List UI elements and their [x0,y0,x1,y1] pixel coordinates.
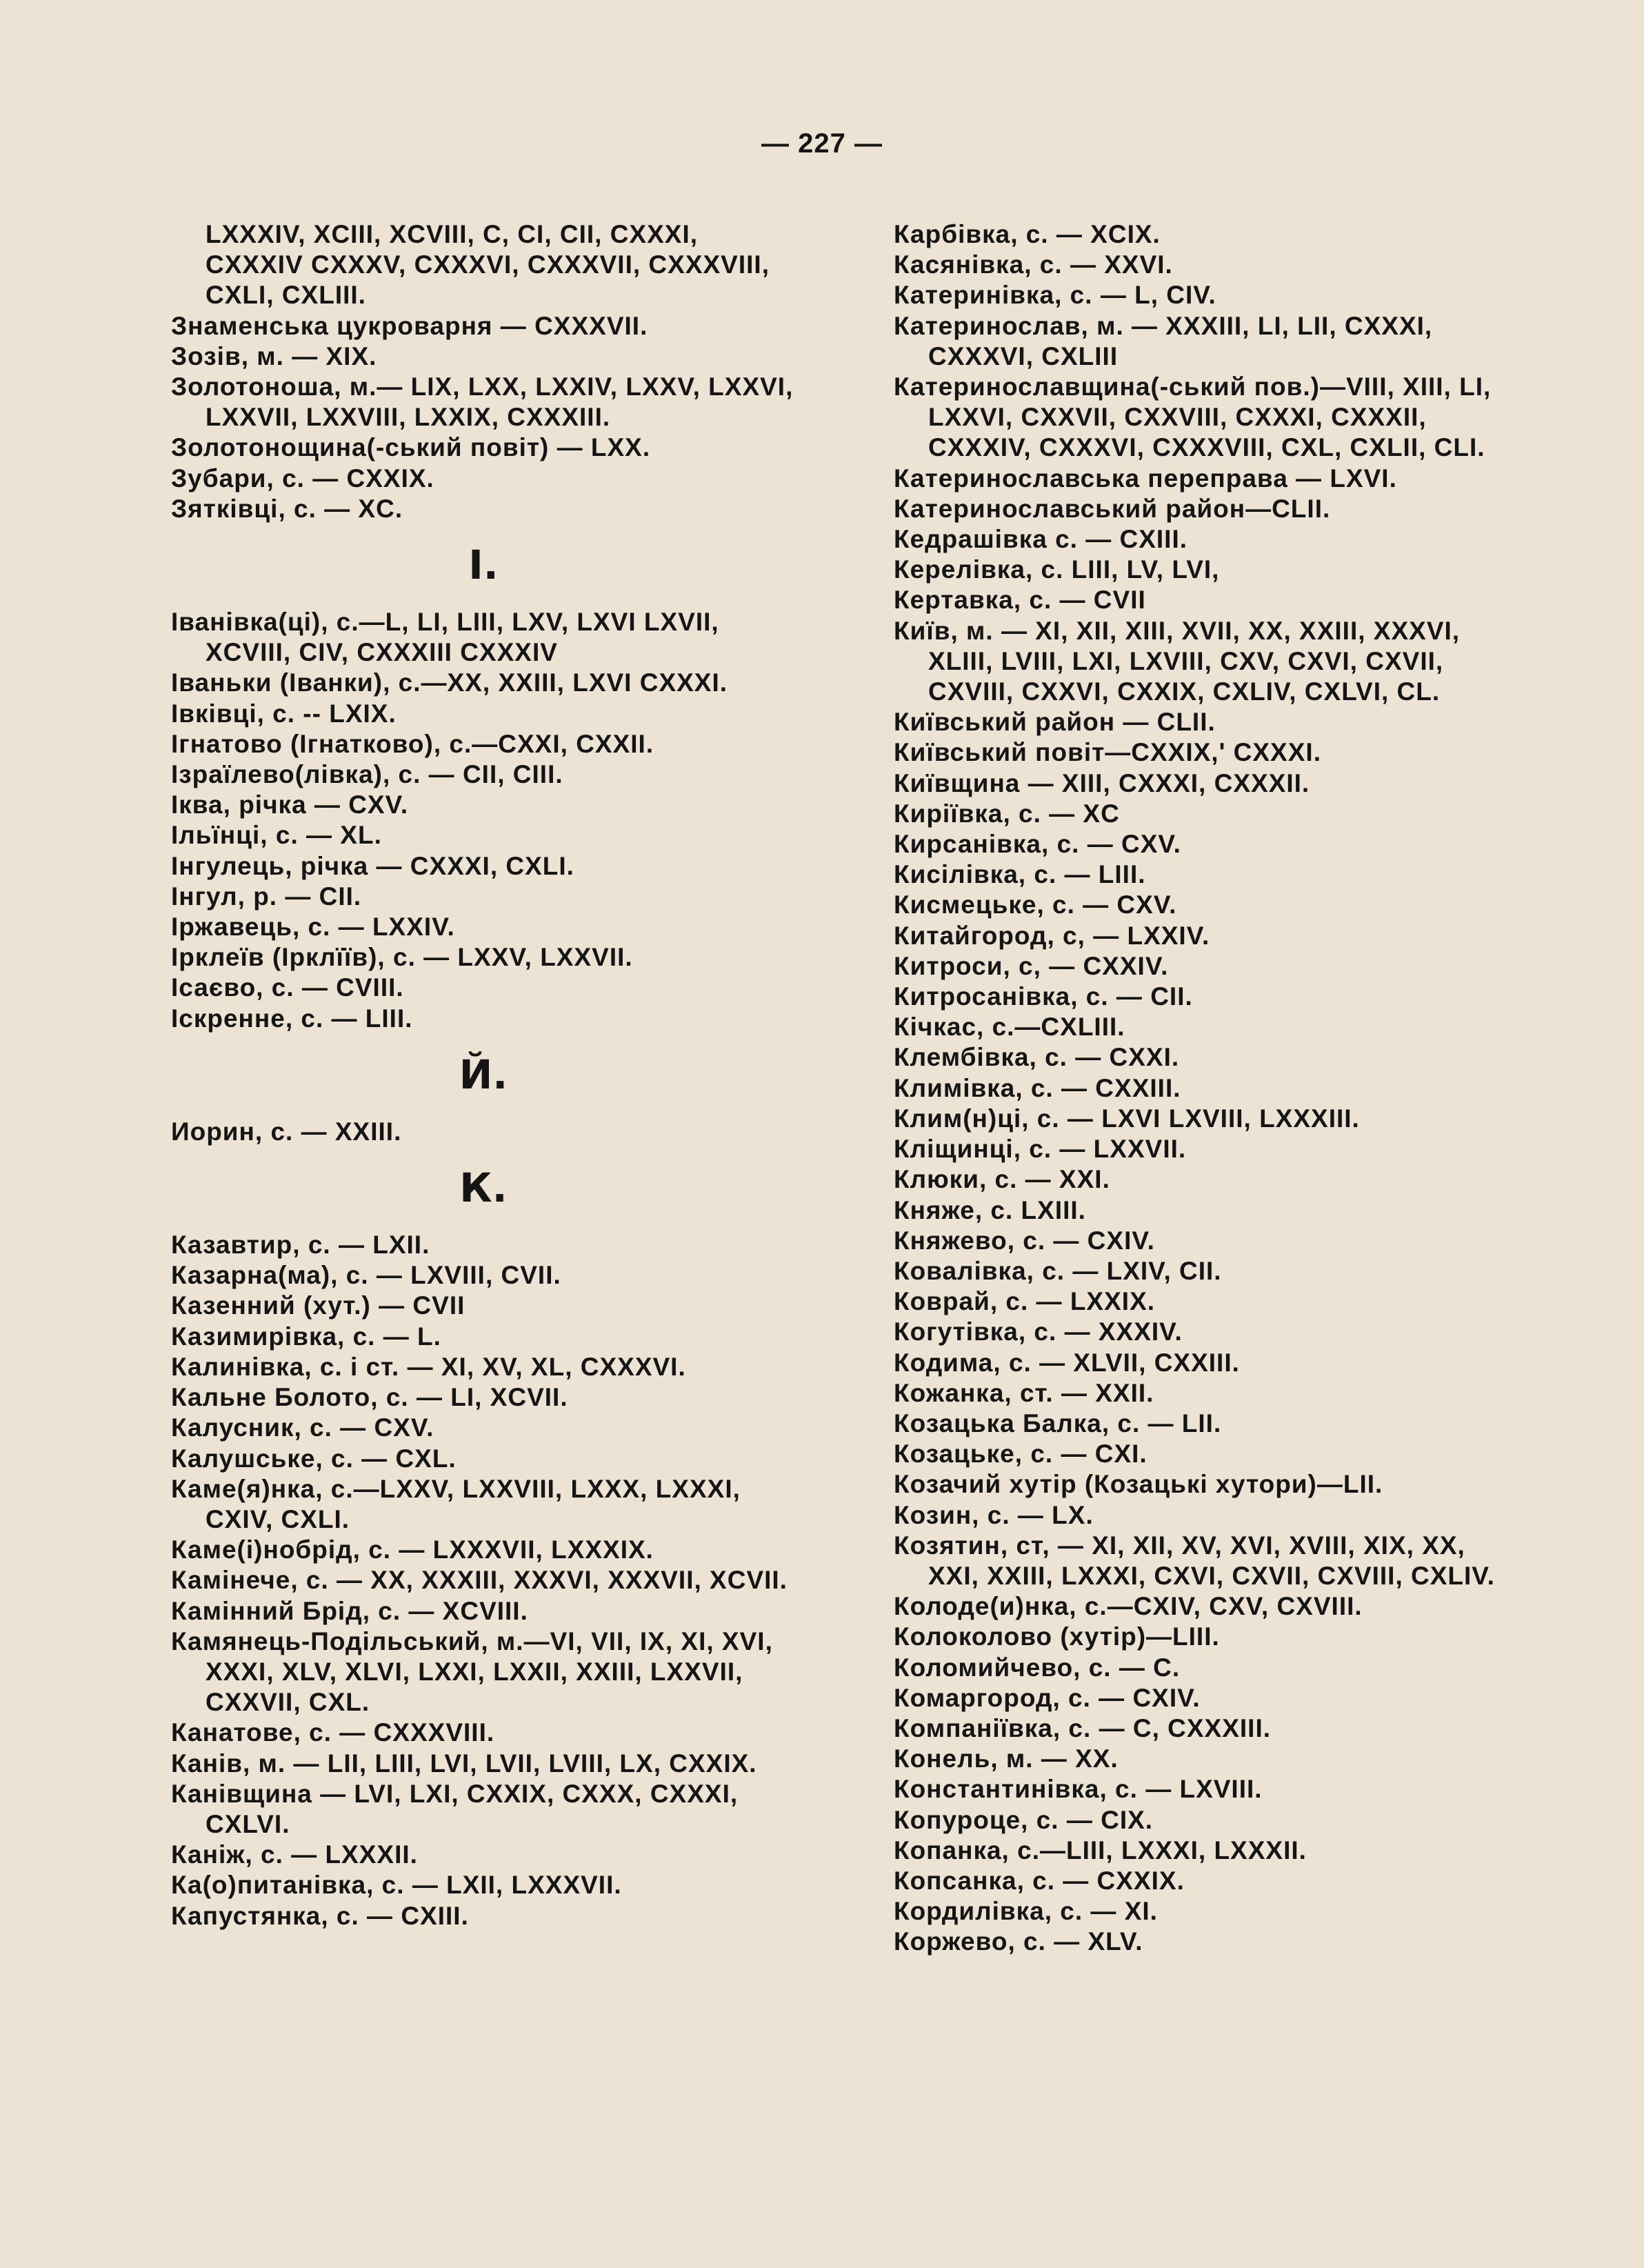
index-entry: Інгул, р. — CII. [171,882,362,911]
index-entry: Іванівка(ці), с.—L, LI, LIII, LXV, LXVI LXVII, XCVIII, CIV, CXXXIII CXXXIV [171,608,719,667]
index-entry: Іржавець, с. — LXXIV. [171,913,455,942]
right-column [894,219,1503,1958]
index-entry: Кертавка, с. — CVII [894,586,1146,615]
index-entry: Казимирівка, с. — L. [171,1322,441,1351]
index-entry: Каніж, с. — LXXXII. [171,1840,418,1869]
index-entry: Казарна(ма), с. — LXVIII, CVII. [171,1261,561,1290]
index-entry: Київський повіт—CXXIX,' CXXXI. [894,738,1321,767]
index-entry: Кирiївка, с. — XC [894,799,1120,828]
index-entry: Київ, м. — XI, XII, XIII, XVII, XX, XXIII, XXXVI, XLIII, LVIII, LXI, LXVIII, CXV, CXVI, CXVII, CXVIII, CXXVI, CXXIX, CXLIV, CXLVI, CL. [894,616,1461,706]
index-entry: Конель, м. — XX. [894,1744,1119,1773]
index-entry: Кордилівка, с. — XI. [894,1897,1158,1926]
index-entry: Кисмецьке, с. — CXV. [894,891,1177,919]
index-entry: Кліщинці, с. — LXXVII. [894,1135,1187,1164]
index-entry: Когутівка, с. — XXXIV. [894,1317,1183,1346]
index-entry: Ігнатово (Ігнатково), с.—CXXI, CXXII. [171,729,654,758]
index-entry: Копсанка, с. — CXXIX. [894,1866,1185,1895]
index-entry: Камінече, с. — XX, XXXIII, XXXVI, XXXVII, XCVII. [171,1566,788,1595]
index-entry: Ка(о)питанівка, с. — LXII, LXXXVII. [171,1871,622,1900]
index-entry: Коломийчево, с. — C. [894,1653,1181,1682]
index-entry: Капустянка, с. — CXIII. [171,1901,469,1930]
index-entry: Карбівка, с. — XCIX. [894,220,1161,248]
index-entry: Катеринославський район—CLII. [894,494,1331,523]
index-entry: Константинівка, с. — LXVIII. [894,1775,1263,1804]
index-entry: Козацьке, с. — CXI. [894,1440,1147,1469]
index-entry: Компаніївка, с. — C, CXXXIII. [894,1713,1271,1742]
index-entry: Китросанівка, с. — CII. [894,982,1193,1011]
index-entry-continuation: LXXXIV, XCIII, XCVIII, C, CI, CII, CXXXI, CXXXIV CXXXV, CXXXVI, CXXXVII, CXXXVIII, CXLI, CXLIII. [206,220,770,310]
index-entry: Комаргород, с. — CXIV. [894,1683,1201,1712]
index-entry: Козацька Балка, с. — LII. [894,1409,1222,1438]
index-entry: Інгулець, річка — CXXXI, CXLI. [171,851,574,880]
index-entry: Ільїнці, с. — XL. [171,821,382,850]
index-entry: Зозів, м. — XIX. [171,341,377,370]
index-entry: Колоколово (хутір)—LIII. [894,1622,1220,1651]
index-entry: Кодима, с. — XLVII, CXXIII. [894,1348,1240,1377]
index-entry: Ізраїлево(лівка), с. — CII, CIII. [171,760,563,789]
index-entry: Китайгород, с, — LXXIV. [894,921,1210,950]
index-entry: Коврай, с. — LXXIX. [894,1287,1156,1316]
index-entry: Климівка, с. — CXXIII. [894,1073,1181,1102]
index-entry: Коржево, с. — XLV. [894,1927,1143,1956]
index-entry: Калусник, с. — CXV. [171,1413,434,1442]
index-entry: Кожанка, ст. — XXII. [894,1378,1154,1407]
index-entry: Княжево, с. — CXIV. [894,1226,1155,1255]
index-entry: Копанка, с.—LIII, LXXXI, LXXXII. [894,1836,1307,1864]
index-entry: Катеринівка, с. — L, CIV. [894,281,1216,310]
index-entry: Катеринославська переправа — LXVI. [894,464,1397,493]
index-entry: Зубари, с. — CXXIX. [171,464,434,493]
index-entry: Іскренне, с. — LIII. [171,1004,413,1033]
index-entry: Копуроце, с. — CIX. [894,1805,1154,1834]
index-entry: Кисілівка, с. — LIII. [894,860,1146,889]
index-entry: Ісаєво, с. — CVIII. [171,973,404,1002]
index-entry: Камінний Брід, с. — XCVIII. [171,1596,528,1625]
index-entry: Кічкас, с.—CXLIII. [894,1013,1125,1042]
index-entry: Иорин, с. — XXIII. [171,1117,402,1146]
page-number: — 227 — [761,128,883,159]
index-entry: Козин, с. — LX. [894,1500,1094,1529]
index-entry: Знаменська цукроварня — CXXXVII. [171,311,648,340]
index-entry: Китроси, с, — CXXIV. [894,951,1169,980]
index-entry: Клюки, с. — XXI. [894,1165,1110,1194]
left-column [171,219,796,1931]
index-entry: Катеринослав, м. — XXXIII, LI, LII, CXXXI, CXXXVI, CXLIII [894,311,1433,370]
index-entry: Камянець-Подільський, м.—VI, VII, IX, XI, XVI, XXXI, XLV, XLVI, LXXI, LXXII, XXIII, LXXVII, CXXVII, CXL. [171,1627,773,1717]
index-entry: Каме(і)нобрід, с. — LXXXVII, LXXXIX. [171,1535,654,1564]
index-entry: Канів, м. — LII, LIII, LVI, LVII, LVIII, LX, CXXIX. [171,1749,757,1778]
index-entry: Колоде(и)нка, с.—CXIV, CXV, CXVIII. [894,1592,1363,1621]
index-entry: Івківці, с. -- LXIX. [171,699,397,728]
index-entry: Калинівка, с. і ст. — XI, XV, XL, CXXXVI. [171,1352,686,1381]
index-entry: Катеринославщина(-ський пов.)—VIII, XIII, LI, LXXVI, CXXVII, CXXVIII, CXXXI, CXXXII, CXXXIV, CXXXVI, CXXXVIII, CXL, CXLII, CLI. [894,372,1492,462]
index-entry: Клембівка, с. — CXXI. [894,1043,1180,1072]
index-entry: Золотоноша, м.— LIX, LXX, LXXIV, LXXV, LXXVI, LXXVII, LXXVIII, LXXIX, CXXXIII. [171,372,794,432]
section-letter: К. [459,1164,508,1212]
index-entry: Зятківці, с. — XC. [171,494,403,523]
index-entry: Кедрашівка с. — CXIII. [894,525,1188,554]
index-entry: Кирсанівка, с. — CXV. [894,830,1181,859]
index-entry: Касянівка, с. — XXVI. [894,250,1173,279]
section-letter: І. [468,541,499,589]
index-entry: Ірклеїв (Ірклїїв), с. — LXXV, LXXVII. [171,943,633,972]
index-entry: Іваньки (Іванки), с.—XX, XXIII, LXVI CXXXI. [171,668,728,697]
index-entry: Іква, річка — CXV. [171,790,409,819]
index-entry: Канатове, с. — CXXXVIII. [171,1718,495,1747]
index-entry: Київщина — XIII, CXXXI, CXXXII. [894,768,1310,797]
index-entry: Козачий хутір (Козацькі хутори)—LII. [894,1470,1383,1499]
index-entry: Казенний (хут.) — CVII [171,1291,465,1320]
index-entry: Княже, с. LXIII. [894,1195,1086,1224]
index-entry: Казавтир, с. — LXII. [171,1231,430,1260]
index-entry: Кальне Болото, с. — LI, XCVII. [171,1383,568,1412]
index-entry: Калушське, с. — CXL. [171,1444,457,1473]
index-entry: Козятин, ст, — XI, XII, XV, XVI, XVIII, XIX, XX, XXI, XXIII, LXXXI, CXVI, CXVII, CXVIII, CXLIV. [894,1531,1495,1590]
index-entry: Каме(я)нка, с.—LXXV, LXXVIII, LXXX, LXXXI, CXIV, CXLI. [171,1474,741,1533]
index-entry: Золотонощина(-ський повіт) — LXX. [171,433,651,462]
index-entry: Клим(н)ці, с. — LXVI LXVIII, LXXXIII. [894,1104,1360,1133]
index-entry: Ковалівка, с. — LXIV, CII. [894,1256,1222,1285]
index-entry: Київський район — CLII. [894,708,1216,737]
section-letter: Й. [459,1051,508,1098]
index-entry: Канівщина — LVI, LXI, CXXIX, CXXX, CXXXI, CXLVI. [171,1779,739,1838]
index-entry: Керелівка, с. LIII, LV, LVI, [894,555,1220,584]
